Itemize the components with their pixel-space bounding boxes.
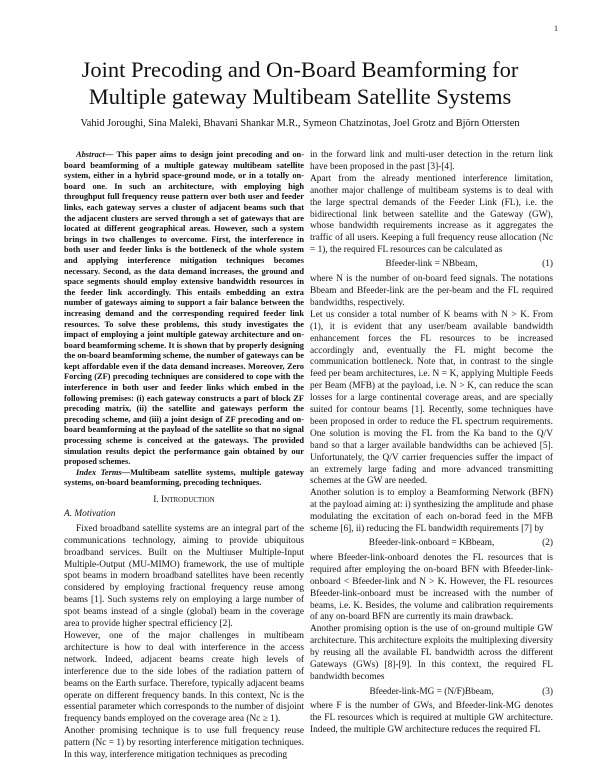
paragraph: Apart from the already mentioned interference limitation, another major challenge of multibeam systems is to deal with the large spectral demands of the Feeder Link (FL), i.e. the bidirectional link between satellite and the Gateway (GW), whose bandwidth requirements increase as it aggregates the traffic of all users. Keeping a full frequency reuse allocation (Nc = 1), the required FL resources can be calculated as [310,173,553,256]
equation-2-rhs: = KBbeam, [449,538,495,548]
paragraph: Fixed broadband satellite systems are an integral part of the communications technology, aiming to provide ubiquitous broadband services. Built on the Multiuser Multiple-Input Multiple-Output (MU-MIMO) framework, the use of multiple spot beams in modern broadband satellites have been recently considered by employing fractional frequency reuse among beams [1]. Such systems rely on employing a large number of spot beams instead of a single (global) beam in the coverage area to provide higher spectral efficiency [2]. [64,523,304,630]
equation-3-number: (3) [542,686,553,697]
equation-1 [310,259,553,271]
equation-1-number: (1) [542,259,553,270]
equation-1-lhs: Bfeeder-link [385,259,433,270]
paragraph: Let us consider a total number of K beams with N > K. From (1), it is evident that any user/beam available bandwidth enhancement forces the FL resources to be increased accordingly and, eventually the FL might become the communication bottleneck. Note that, in contrast to the single feed per beam architectures, i.e. N = K, applying Multiple Feeds per Beam (MFB) at the payload, i.e. N > K, can reduce the scan losses for a large continental coverage areas, and are specially suited for contour beams [1]. Recently, some techniques have been proposed in order to reduce the FL spectrum requirements. One solution is moving the FL from the Ka band to the Q/V band so that a larger available bandwidths can be achieved [5]. Unfortunately, the Q/V carrier frequencies suffer the impact of an extremely large fading and more advanced transmitting schemes at the GW are needed. [310,309,553,487]
paragraph: where F is the number of GWs, and Bfeeder-link-MG denotes the FL resources which is required at multiple GW architecture. Indeed, the multiple GW architecture reduces the required FL [310,700,553,735]
paper-title [40,56,560,110]
subsection-heading-motivation: A. Motivation [64,508,116,519]
abstract-lead: Abstract— [76,150,114,159]
page-number: 1 [554,24,558,33]
paragraph: Another solution is to employ a Beamforming Network (BFN) at the payload aiming at: i) synthesizing the amplitude and phase modulating the excitation of each on-borad feed in the MFB scheme [6], ii) reducing the FL bandwidth requirements [7] by [310,488,553,535]
abstract [64,150,304,468]
abstract-text: This paper aims to design joint precoding and on-board beamforming of a multiple gateway multibeam satellite system, either in a hybrid space-ground mode, or in a totally on-board one. In such an architecture, with employing high throughput full frequency reuse pattern over both user and feeder links, each gateway serves a cluster of adjacent beams such that the adjacent clusters are served through a set of gateways that are located at different geographical areas. However, such a system brings in two challenges to overcome. First, the interference in both user and feeder links is the bottleneck of the whole system and applying interference mitigation techniques becomes necessary. Second, as the data demand increases, the ground and space segments should employ extensive bandwidth resources in the feeder link accordingly. This entails embedding an extra number of gateways aiming to support a fair balance between the increasing demand and the corresponding required feeder link resources. To solve these problems, this study investigates the impact of employing a joint multiple gateway architecture and on-board beamforming scheme. It is shown that by properly designing the on-board beamforming scheme, the number of gateways can be kept affordable even if the data demand increases. Moreover, Zero Forcing (ZF) precoding techniques are considered to cope with the interference in both user and feeder links which embed in the following premises: (i) each gateway constructs a part of block ZF precoding matrix, (ii) the satellite and gateways perform the precoding scheme, and (iii) a joint design of ZF precoding and on-board beamforming at the payload of the satellite so that no signal processing scheme is conceived at the gateways. The provided simulation results depict the performance gain obtained by our proposed schemes. [64,150,304,467]
equation-3-lhs: Bfeeder-link-MG [369,686,435,697]
paragraph: where Bfeeder-link-onboard denotes the FL resources that is required after employing the on-board BFN with Bfeeder-link-onboard < Bfeeder-link and N > K. However, the FL resources Bfeeder-link-onboard must be increased with the number of beams, i.e. K. Besides, the volume and calibration requirements of any on-board BFN are currently its main drawback. [310,552,553,623]
left-column [64,150,304,762]
index-terms-lead: Index Terms— [76,467,131,477]
index-terms [64,468,304,489]
right-column [310,150,553,737]
paragraph: in the forward link and multi-user detection in the return link have been proposed in the past [3]-[4]. [310,150,553,172]
author-list: Vahid Joroughi, Sina Maleki, Bhavani Shankar M.R., Symeon Chatzinotas, Joel Grotz and Björn Ottersten [80,118,520,129]
section-heading-introduction: I. Introduction [153,495,215,505]
equation-3-rhs: = (N/F)Bbeam, [434,686,494,697]
equation-1-rhs: = NBbeam, [432,259,478,270]
equation-2-number: (2) [542,538,553,548]
paragraph: Another promising technique is to use full frequency reuse pattern (Nc = 1) by resorting interference mitigation techniques. In this way, interference mitigation techniques as precoding [64,726,304,761]
paragraph: where N is the number of on-board feed signals. The notations Bbeam and Bfeeder-link are the per-beam and the FL required bandwidths, respectively. [310,274,553,308]
index-terms-text: Multibeam satellite systems, multiple gateway systems, on-board beamforming, precoding techniques. [64,467,304,488]
paragraph: However, one of the major challenges in multibeam architecture is how to deal with interference in the access network. Indeed, adjacent beams create high levels of interference due to the side lobes of the radiation pattern of beams on the Earth surface. Therefore, typically adjacent beams operate on different frequency bands. In this context, Nc is the essential parameter which corresponds to the number of disjoint frequency bands employed on the coverage area (Nc ≥ 1). [64,630,304,725]
equation-2 [310,538,553,550]
title-line-1: Joint Precoding and On-Board Beamforming for [81,57,519,82]
paragraph: Another promising option is the use of on-ground multiple GW architecture. This architecture exploits the multiplexing diversity by reusing all the available FL bandwidth across the different Gateways (GWs) [8]-[9]. In this context, the required FL bandwidth becomes [310,624,553,682]
title-line-2: Multiple gateway Multibeam Satellite Systems [88,84,512,109]
equation-3 [310,686,553,698]
equation-2-lhs: Bfeeder-link-onboard [368,538,450,548]
